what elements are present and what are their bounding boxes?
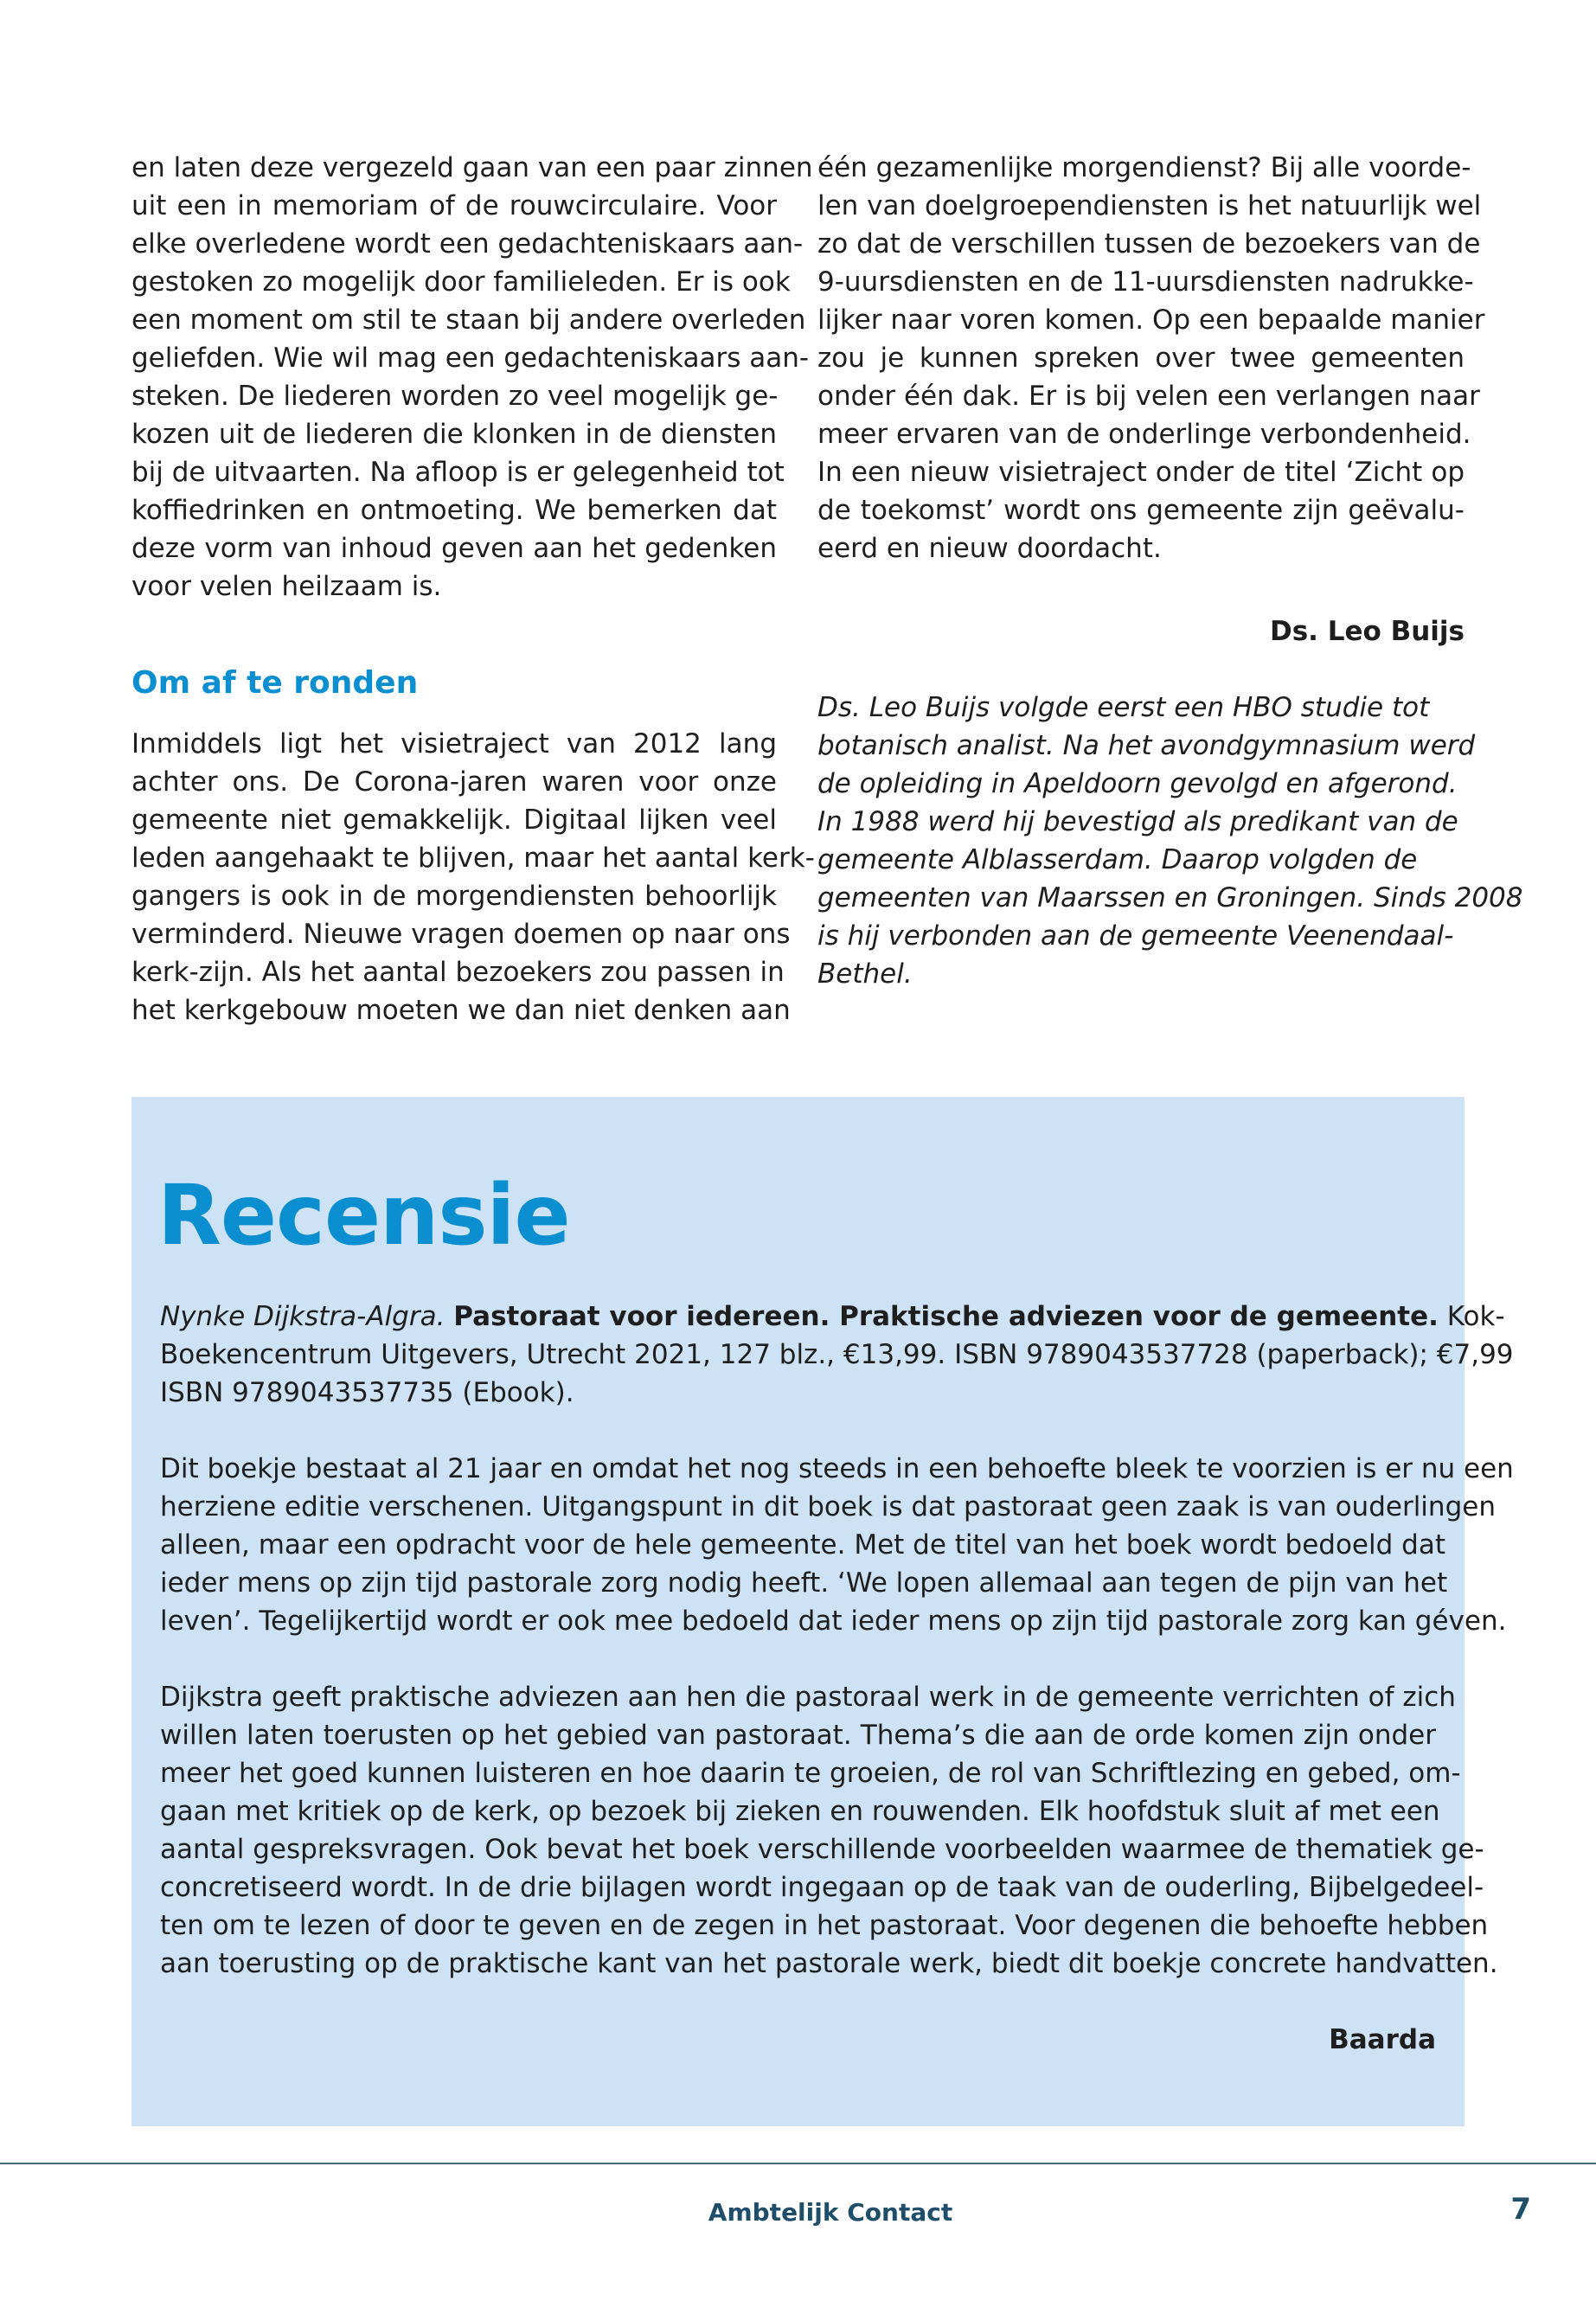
body-text-line: uit een in memoriam of de rouwcirculaire. Voor	[131, 190, 777, 221]
body-text-line: en laten deze vergezeld gaan van een paar zinnen	[131, 152, 813, 183]
review-text-line: aantal gespreksvragen. Ook bevat het boek verschillende voorbeelden waarmee de thematiek ge-	[160, 1834, 1484, 1865]
body-text-line: zo dat de verschillen tussen de bezoekers van de	[817, 228, 1481, 260]
author-bio-line: In 1988 werd hij bevestigd als predikant van de	[817, 806, 1458, 837]
review-citation-line: ISBN 9789043537735 (Ebook).	[160, 1377, 574, 1408]
review-text-line: Dit boekje bestaat al 21 jaar en omdat het nog steeds in een behoefte bleek te voorzien is er nu een	[160, 1453, 1514, 1484]
body-text-line: zou je kunnen spreken over twee gemeenten	[817, 343, 1465, 374]
body-text-line: elke overledene wordt een gedachteniskaars aan-	[131, 228, 804, 260]
author-bio-line: Ds. Leo Buijs volgde eerst een HBO studie tot	[817, 692, 1430, 723]
review-text-line: Dijkstra geeft praktische adviezen aan hen die pastoraal werk in de gemeente verrichten of zich	[160, 1682, 1456, 1713]
body-text-line: één gezamenlijke morgendienst? Bij alle voorde-	[817, 152, 1471, 183]
body-text-line: gestoken zo mogelijk door familieleden. Er is ook	[131, 266, 791, 298]
body-text-line: Inmiddels ligt het visietraject van 2012 lang	[131, 728, 777, 760]
body-text-line: geliefden. Wie wil mag een gedachteniskaars aan-	[131, 343, 810, 374]
body-text-line: In een nieuw visietraject onder de titel ‘Zicht op	[817, 457, 1465, 488]
body-text-line: deze vorm van inhoud geven aan het gedenken	[131, 533, 777, 564]
body-text-line: koffiedrinken en ontmoeting. We bemerken dat	[131, 495, 777, 526]
review-text-line: aan toerusting op de praktische kant van het pastorale werk, biedt dit boekje concrete handvatten.	[160, 1948, 1498, 1979]
review-text-line: leven’. Tegelijkertijd wordt er ook mee bedoeld dat ieder mens op zijn tijd pastorale zorg kan géven.	[160, 1606, 1507, 1637]
author-bio-line: gemeenten van Maarssen en Groningen. Sinds 2008	[817, 882, 1523, 913]
review-citation-line: Boekencentrum Uitgevers, Utrecht 2021, 127 blz., €13,99. ISBN 9789043537728 (paperback); €7,99	[160, 1339, 1514, 1370]
page-number: 7	[1510, 2192, 1531, 2227]
review-text-line: herziene editie verschenen. Uitgangspunt in dit boek is dat pastoraat geen zaak is van ouderlingen	[160, 1491, 1496, 1522]
review-publisher-start: Kok-	[1446, 1301, 1505, 1332]
body-text-line: steken. De liederen worden zo veel mogelijk ge-	[131, 381, 779, 412]
body-text-line: bij de uitvaarten. Na afloop is er gelegenheid tot	[131, 457, 785, 488]
body-text-line: eerd en nieuw doordacht.	[817, 533, 1162, 564]
body-text-line: verminderd. Nieuwe vragen doemen op naar ons	[131, 919, 791, 950]
author-signature: Ds. Leo Buijs	[1269, 616, 1465, 647]
review-text-line: concretiseerd wordt. In de drie bijlagen wordt ingegaan op de taak van de ouderling, Bijbelgedeel-	[160, 1872, 1484, 1903]
section-heading: Om af te ronden	[131, 665, 419, 701]
review-text-line: willen laten toerusten op het gebied van pastoraat. Thema’s die aan de orde komen zijn onder	[160, 1720, 1436, 1751]
review-book-title: Pastoraat voor iedereen. Praktische adviezen voor de gemeente.	[453, 1301, 1439, 1332]
author-bio-line: Bethel.	[817, 958, 913, 990]
review-citation-line	[160, 1298, 1505, 1336]
review-title: Recensie	[157, 1167, 570, 1264]
review-text-line: meer het goed kunnen luisteren en hoe daarin te groeien, de rol van Schriftlezing en gebed, om-	[160, 1758, 1461, 1789]
body-text-line: meer ervaren van de onderlinge verbondenheid.	[817, 419, 1471, 450]
body-text-line: het kerkgebouw moeten we dan niet denken aan	[131, 995, 791, 1026]
body-text-line: 9-uursdiensten en de 11-uursdiensten nadrukke-	[817, 266, 1474, 298]
body-text-line: onder één dak. Er is bij velen een verlangen naar	[817, 381, 1480, 412]
review-text-line: gaan met kritiek op de kerk, op bezoek bij zieken en rouwenden. Elk hoofdstuk sluit af met een	[160, 1796, 1440, 1827]
body-text-line: leden aangehaakt te blijven, maar het aantal kerk-	[131, 843, 815, 874]
review-text-line: alleen, maar een opdracht voor de hele gemeente. Met de titel van het boek wordt bedoeld dat	[160, 1529, 1445, 1561]
body-text-line: de toekomst’ wordt ons gemeente zijn geëvalu-	[817, 495, 1465, 526]
body-text-line: kerk-zijn. Als het aantal bezoekers zou passen in	[131, 957, 785, 988]
body-text-line: een moment om stil te staan bij andere overleden	[131, 304, 806, 336]
footer-publication-name: Ambtelijk Contact	[708, 2198, 953, 2227]
author-bio-line: botanisch analist. Na het avondgymnasium werd	[817, 730, 1476, 761]
body-text-line: kozen uit de liederen die klonken in de diensten	[131, 419, 777, 450]
author-bio-line: gemeente Alblasserdam. Daarop volgden de	[817, 844, 1418, 875]
footer-divider	[0, 2163, 1596, 2164]
author-bio-line: is hij verbonden aan de gemeente Veenendaal-	[817, 920, 1454, 952]
review-book-author: Nynke Dijkstra-Algra.	[160, 1301, 445, 1332]
body-text-line: gangers is ook in de morgendiensten behoorlijk	[131, 881, 777, 912]
body-text-line: lijker naar voren komen. Op een bepaalde manier	[817, 304, 1485, 336]
body-text-line: voor velen heilzaam is.	[131, 571, 442, 602]
review-text-line: ten om te lezen of door te geven en de zegen in het pastoraat. Voor degenen die behoefte hebben	[160, 1910, 1489, 1941]
author-bio-line: de opleiding in Apeldoorn gevolgd en afgerond.	[817, 768, 1458, 799]
body-text-line: gemeente niet gemakkelijk. Digitaal lijken veel	[131, 804, 777, 836]
body-text-line: len van doelgroependiensten is het natuurlijk wel	[817, 190, 1482, 221]
body-text-line: achter ons. De Corona-jaren waren voor onze	[131, 766, 777, 798]
review-text-line: ieder mens op zijn tijd pastorale zorg nodig heeft. ‘We lopen allemaal aan tegen de pijn van het	[160, 1567, 1448, 1599]
review-signature: Baarda	[1329, 2024, 1436, 2055]
